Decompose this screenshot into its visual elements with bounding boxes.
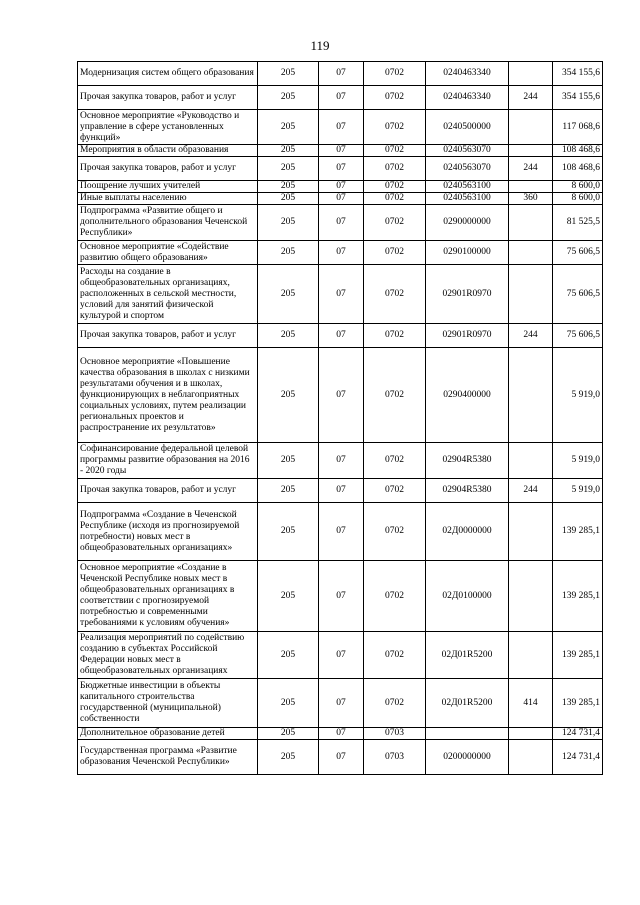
amount-value: 75 606,5: [553, 265, 603, 324]
ministry-code: 205: [258, 241, 319, 265]
ministry-code: 205: [258, 193, 319, 205]
ministry-code: 205: [258, 679, 319, 728]
amount-value: 8 600,0: [553, 193, 603, 205]
amount-value: 108 468,6: [553, 157, 603, 181]
target-article-code: 0240463340: [426, 86, 509, 110]
table-row: [78, 110, 603, 145]
amount-value: 81 525,5: [553, 205, 603, 241]
expense-type-code: 244: [509, 479, 553, 503]
row-description: Основное мероприятие «Повышение качества образования в школах с низкими результатами обучения и в школах, функционирующих в неблагоприятных социальных условиях, путем реализации региональных проектов и распространение их результатов»: [78, 348, 258, 443]
ministry-code: 205: [258, 479, 319, 503]
target-article-code: 0200000000: [426, 740, 509, 775]
target-article-code: 02901R0970: [426, 265, 509, 324]
expense-type-code: [509, 728, 553, 740]
row-description: Прочая закупка товаров, работ и услуг: [78, 157, 258, 181]
amount-value: 124 731,4: [553, 740, 603, 775]
section-code: 07: [319, 740, 364, 775]
subsection-code: 0702: [364, 205, 426, 241]
amount-value: 354 155,6: [553, 86, 603, 110]
subsection-code: 0703: [364, 740, 426, 775]
section-code: 07: [319, 561, 364, 632]
section-code: 07: [319, 241, 364, 265]
target-article-code: 02901R0970: [426, 324, 509, 348]
row-description: Бюджетные инвестиции в объекты капитального строительства государственной (муниципальной) собственности: [78, 679, 258, 728]
amount-value: 75 606,5: [553, 324, 603, 348]
target-article-code: 02Д0100000: [426, 561, 509, 632]
table-row: [78, 479, 603, 503]
target-article-code: 02904R5380: [426, 443, 509, 479]
amount-value: 5 919,0: [553, 479, 603, 503]
amount-value: 124 731,4: [553, 728, 603, 740]
amount-value: 139 285,1: [553, 561, 603, 632]
expense-type-code: [509, 205, 553, 241]
amount-value: 108 468,6: [553, 145, 603, 157]
page-number: 119: [310, 38, 330, 53]
expense-type-code: 244: [509, 86, 553, 110]
ministry-code: 205: [258, 324, 319, 348]
expense-type-code: 360: [509, 193, 553, 205]
section-code: 07: [319, 193, 364, 205]
row-description: Подпрограмма «Создание в Чеченской Республике (исходя из прогнозируемой потребности) новых мест в общеобразовательных организациях»: [78, 503, 258, 561]
ministry-code: 205: [258, 503, 319, 561]
section-code: 07: [319, 205, 364, 241]
subsection-code: 0702: [364, 561, 426, 632]
section-code: 07: [319, 324, 364, 348]
row-description: Государственная программа «Развитие образования Чеченской Республики»: [78, 740, 258, 775]
table-row: [78, 324, 603, 348]
row-description: Основное мероприятие «Содействие развитию общего образования»: [78, 241, 258, 265]
target-article-code: 02Д01R5200: [426, 679, 509, 728]
target-article-code: 0240500000: [426, 110, 509, 145]
expense-type-code: [509, 110, 553, 145]
amount-value: 75 606,5: [553, 241, 603, 265]
target-article-code: 02Д0000000: [426, 503, 509, 561]
ministry-code: 205: [258, 86, 319, 110]
section-code: 07: [319, 181, 364, 193]
expense-type-code: [509, 632, 553, 679]
row-description: Поощрение лучших учителей: [78, 181, 258, 193]
amount-value: 5 919,0: [553, 443, 603, 479]
section-code: 07: [319, 86, 364, 110]
ministry-code: 205: [258, 561, 319, 632]
table-row: [78, 561, 603, 632]
ministry-code: 205: [258, 443, 319, 479]
subsection-code: 0702: [364, 632, 426, 679]
expense-type-code: 244: [509, 324, 553, 348]
section-code: 07: [319, 62, 364, 86]
target-article-code: 0290100000: [426, 241, 509, 265]
subsection-code: 0703: [364, 728, 426, 740]
subsection-code: 0702: [364, 181, 426, 193]
row-description: Прочая закупка товаров, работ и услуг: [78, 86, 258, 110]
amount-value: 117 068,6: [553, 110, 603, 145]
section-code: 07: [319, 479, 364, 503]
section-code: 07: [319, 348, 364, 443]
table-row: [78, 740, 603, 775]
target-article-code: 02Д01R5200: [426, 632, 509, 679]
target-article-code: 0240463340: [426, 62, 509, 86]
ministry-code: 205: [258, 740, 319, 775]
amount-value: 8 600,0: [553, 181, 603, 193]
amount-value: 139 285,1: [553, 632, 603, 679]
expense-type-code: [509, 145, 553, 157]
subsection-code: 0702: [364, 443, 426, 479]
row-description: Прочая закупка товаров, работ и услуг: [78, 479, 258, 503]
section-code: 07: [319, 679, 364, 728]
amount-value: 5 919,0: [553, 348, 603, 443]
target-article-code: [426, 728, 509, 740]
subsection-code: 0702: [364, 324, 426, 348]
table-row: [78, 62, 603, 86]
expense-type-code: [509, 561, 553, 632]
subsection-code: 0702: [364, 265, 426, 324]
section-code: 07: [319, 110, 364, 145]
subsection-code: 0702: [364, 479, 426, 503]
ministry-code: 205: [258, 265, 319, 324]
ministry-code: 205: [258, 728, 319, 740]
subsection-code: 0702: [364, 62, 426, 86]
row-description: Подпрограмма «Развитие общего и дополнительного образования Чеченской Республики»: [78, 205, 258, 241]
row-description: Мероприятия в области образования: [78, 145, 258, 157]
ministry-code: 205: [258, 205, 319, 241]
ministry-code: 205: [258, 181, 319, 193]
table-row: [78, 181, 603, 193]
subsection-code: 0702: [364, 86, 426, 110]
expense-type-code: [509, 265, 553, 324]
expense-type-code: [509, 241, 553, 265]
target-article-code: 0290000000: [426, 205, 509, 241]
subsection-code: 0702: [364, 193, 426, 205]
ministry-code: 205: [258, 145, 319, 157]
row-description: Софинансирование федеральной целевой программы развитие образования на 2016 - 2020 годы: [78, 443, 258, 479]
table-row: [78, 503, 603, 561]
target-article-code: 0240563100: [426, 193, 509, 205]
section-code: 07: [319, 728, 364, 740]
section-code: 07: [319, 157, 364, 181]
table-row: [78, 145, 603, 157]
section-code: 07: [319, 443, 364, 479]
amount-value: 354 155,6: [553, 62, 603, 86]
ministry-code: 205: [258, 110, 319, 145]
subsection-code: 0702: [364, 145, 426, 157]
expense-type-code: 244: [509, 157, 553, 181]
expense-type-code: [509, 740, 553, 775]
table-row: [78, 265, 603, 324]
row-description: Дополнительное образование детей: [78, 728, 258, 740]
row-description: Основное мероприятие «Руководство и управление в сфере установленных функций»: [78, 110, 258, 145]
table-row: [78, 443, 603, 479]
ministry-code: 205: [258, 62, 319, 86]
table-row: [78, 241, 603, 265]
table-row: [78, 205, 603, 241]
section-code: 07: [319, 632, 364, 679]
section-code: 07: [319, 145, 364, 157]
row-description: Модернизация систем общего образования: [78, 62, 258, 86]
ministry-code: 205: [258, 157, 319, 181]
table-row: [78, 348, 603, 443]
expense-type-code: [509, 62, 553, 86]
table-row: [78, 157, 603, 181]
budget-table: [77, 61, 603, 775]
table-row: [78, 728, 603, 740]
row-description: Иные выплаты населению: [78, 193, 258, 205]
row-description: Реализация мероприятий по содействию созданию в субъектах Российской Федерации новых мест в общеобразовательных организациях: [78, 632, 258, 679]
subsection-code: 0702: [364, 157, 426, 181]
expense-type-code: [509, 181, 553, 193]
table-row: [78, 86, 603, 110]
amount-value: 139 285,1: [553, 503, 603, 561]
ministry-code: 205: [258, 348, 319, 443]
subsection-code: 0702: [364, 503, 426, 561]
row-description: Расходы на создание в общеобразовательных организациях, расположенных в сельской местности, условий для занятий физической культурой и спортом: [78, 265, 258, 324]
section-code: 07: [319, 503, 364, 561]
subsection-code: 0702: [364, 679, 426, 728]
table-row: [78, 632, 603, 679]
subsection-code: 0702: [364, 348, 426, 443]
table-row: [78, 679, 603, 728]
target-article-code: 0240563070: [426, 145, 509, 157]
target-article-code: 0240563070: [426, 157, 509, 181]
row-description: Прочая закупка товаров, работ и услуг: [78, 324, 258, 348]
amount-value: 139 285,1: [553, 679, 603, 728]
section-code: 07: [319, 265, 364, 324]
expense-type-code: 414: [509, 679, 553, 728]
target-article-code: 02904R5380: [426, 479, 509, 503]
expense-type-code: [509, 348, 553, 443]
target-article-code: 0240563100: [426, 181, 509, 193]
table-row: [78, 193, 603, 205]
target-article-code: 0290400000: [426, 348, 509, 443]
expense-type-code: [509, 443, 553, 479]
ministry-code: 205: [258, 632, 319, 679]
row-description: Основное мероприятие «Создание в Чеченской Республике новых мест в общеобразовательных организациях в соответствии с прогнозируемой потребностью и современными требованиями к условиям обучения»: [78, 561, 258, 632]
expense-type-code: [509, 503, 553, 561]
subsection-code: 0702: [364, 241, 426, 265]
subsection-code: 0702: [364, 110, 426, 145]
